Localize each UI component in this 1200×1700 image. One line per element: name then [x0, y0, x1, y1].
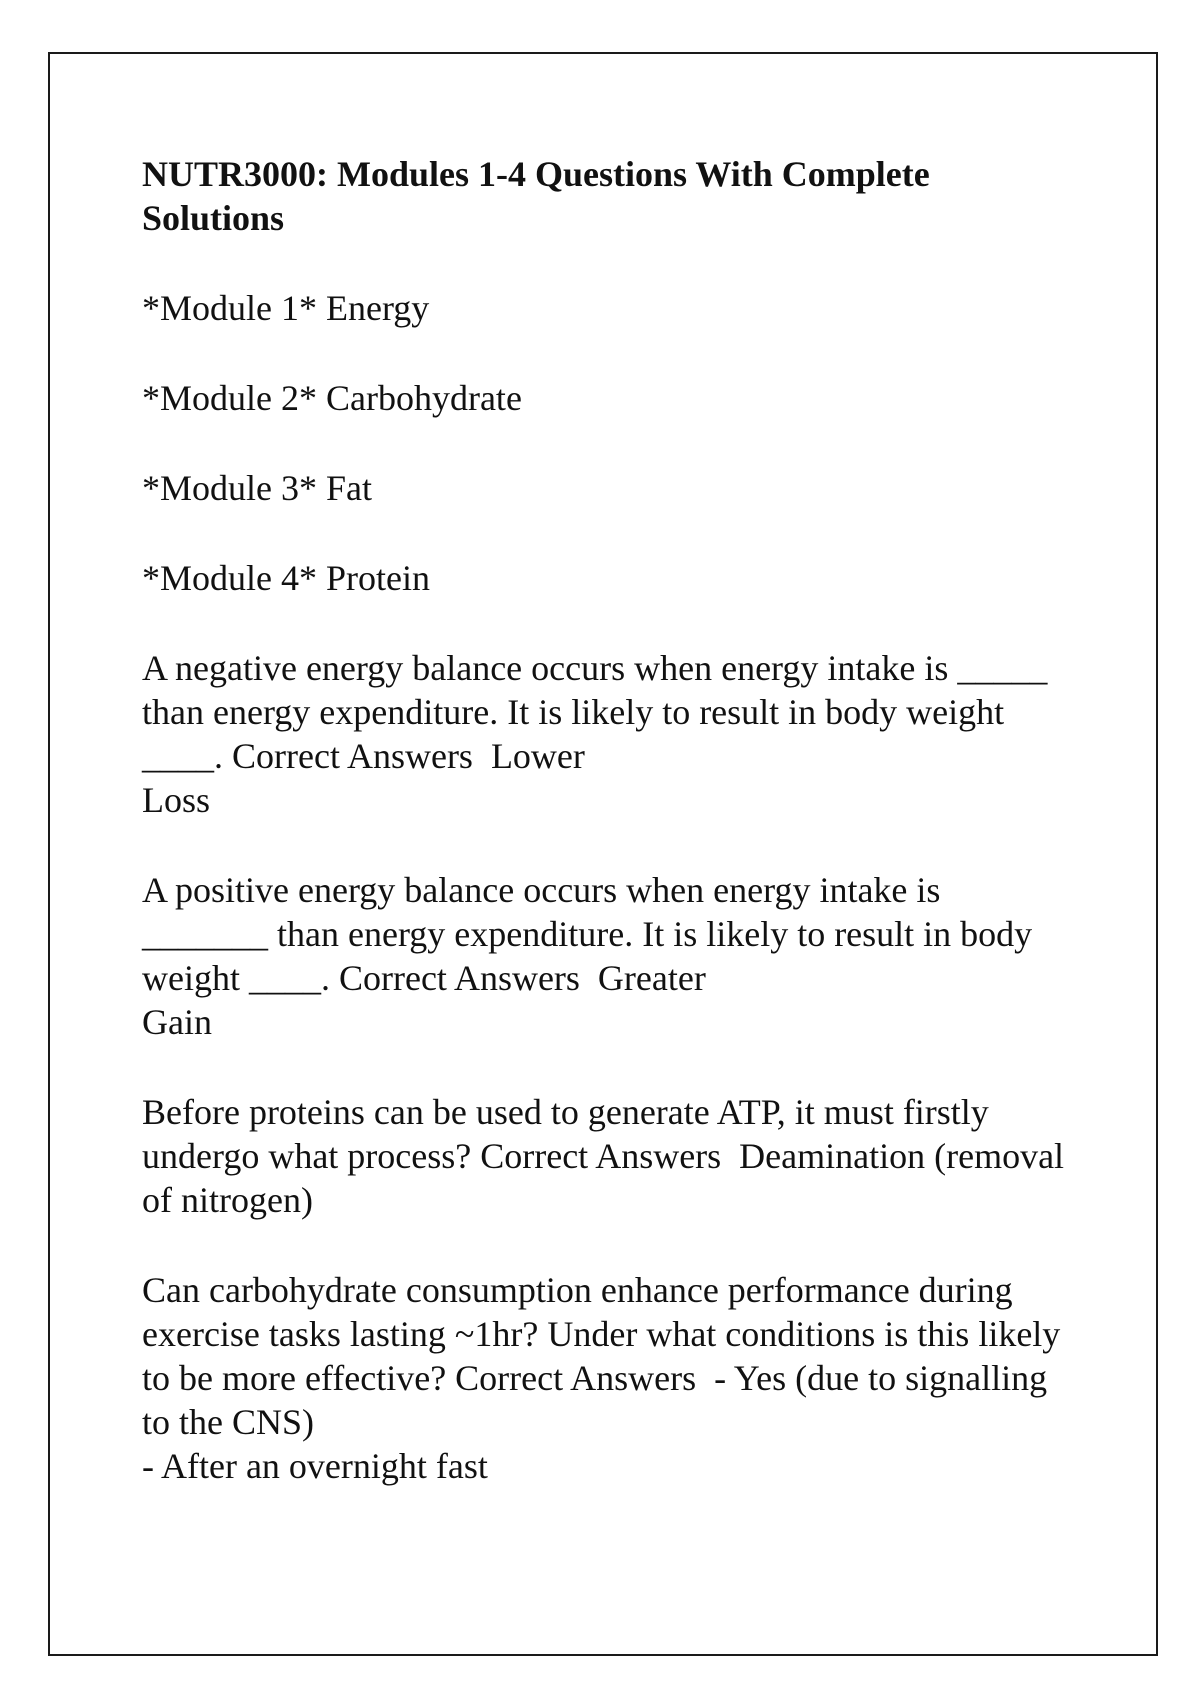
document-title — [142, 152, 1082, 240]
answer-line: Loss — [142, 780, 211, 820]
module-4-heading: *Module 4* Protein — [142, 558, 430, 598]
question-line: A positive energy balance occurs when energy intake is — [142, 870, 941, 910]
question-line: exercise tasks lasting ~1hr? Under what conditions is this likely — [142, 1314, 1061, 1354]
module-2-heading: *Module 2* Carbohydrate — [142, 378, 522, 418]
question-line: Before proteins can be used to generate ATP, it must firstly — [142, 1092, 989, 1132]
question-line: weight ____. Correct Answers Greater — [142, 958, 706, 998]
question-carbohydrate-performance — [142, 1268, 1082, 1488]
title-line-1: NUTR3000: Modules 1-4 Questions With Complete — [142, 154, 930, 194]
question-positive-energy-balance — [142, 868, 1082, 1044]
question-negative-energy-balance — [142, 646, 1082, 822]
question-line: Can carbohydrate consumption enhance performance during — [142, 1270, 1013, 1310]
answer-line: to the CNS) — [142, 1402, 315, 1442]
answer-line: Gain — [142, 1002, 212, 1042]
question-line: to be more effective? Correct Answers - Yes (due to signalling — [142, 1358, 1048, 1398]
answer-line: of nitrogen) — [142, 1180, 313, 1220]
answer-line: - After an overnight fast — [142, 1446, 488, 1486]
question-line: undergo what process? Correct Answers Deamination (removal — [142, 1136, 1065, 1176]
module-1-heading: *Module 1* Energy — [142, 288, 430, 328]
document-body — [142, 152, 1082, 1534]
question-line: than energy expenditure. It is likely to result in body weight — [142, 692, 1005, 732]
question-line: A negative energy balance occurs when energy intake is _____ — [142, 648, 1048, 688]
question-line: ____. Correct Answers Lower — [142, 736, 585, 776]
module-3-heading: *Module 3* Fat — [142, 468, 372, 508]
title-line-2: Solutions — [142, 198, 285, 238]
question-protein-deamination — [142, 1090, 1082, 1222]
question-line: _______ than energy expenditure. It is likely to result in body — [142, 914, 1033, 954]
